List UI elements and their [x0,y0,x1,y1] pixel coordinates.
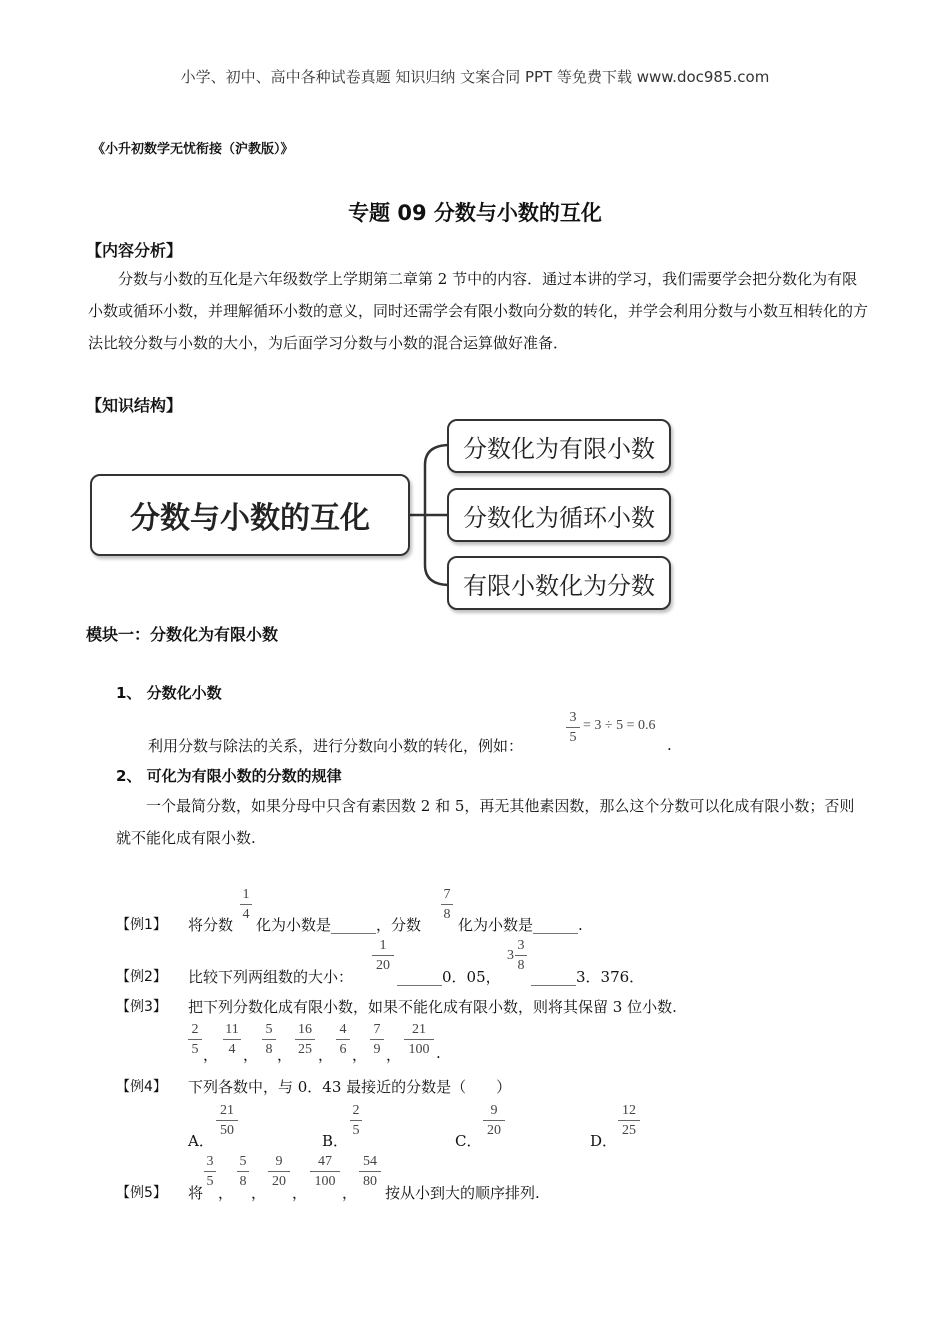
example3-end: . [436,1044,441,1062]
example3-separator: ， [243,1046,259,1064]
page-header: 小学、初中、高中各种试卷真题 知识归纳 文案合同 PPT 等免费下载 www.doc985.com [180,68,770,86]
point1-example-rest: = 3 ÷ 5 = 0.6 [583,718,656,733]
example3-separator: ， [277,1046,293,1064]
example2-fraction-1: 1 20 [372,937,394,974]
example5-fraction: 47 100 [310,1153,340,1190]
option-a-fraction: 21 50 [216,1102,238,1139]
example2-text-1: 比较下列两组数的大小： [188,968,354,986]
example5-fraction: 9 20 [268,1153,290,1190]
example5-separator: ， [342,1184,358,1202]
point2-title: 2、 可化为有限小数的分数的规律 [116,767,342,785]
series-title: 《小升初数学无忧衔接（沪教版）》 [92,142,294,157]
example5-separator: ， [292,1184,308,1202]
mind-map-branch-label: 分数化为循环小数 [463,503,655,532]
option-c-fraction: 9 20 [483,1102,505,1139]
example2-whole-number: 3 [507,948,514,963]
example1-label: 【例1】 [116,917,167,933]
example4-label: 【例4】 [116,1079,167,1095]
point1-text: 利用分数与除法的关系，进行分数向小数的转化，例如： [148,737,524,755]
option-b-letter: B． [322,1132,349,1150]
example5-separator: ， [251,1184,267,1202]
example1-text-3: 化为小数是______. [458,916,583,934]
example2-text-3: ______3．376． [531,968,645,986]
example5-fraction: 5 8 [237,1153,249,1190]
module1-heading: 模块一：分数化为有限小数 [86,625,279,644]
point2-text: 一个最简分数，如果分母中只含有素因数 2 和 5，再无其他素因数，那么这个分数可以化成有限小数；否则就不能化成有限小数. [116,797,855,847]
example4-question: 下列各数中，与 0．43 最接近的分数是（ ） [188,1078,512,1096]
knowledge-structure-heading: 【知识结构】 [86,396,183,415]
option-c-letter: C． [455,1132,482,1150]
example5-fraction: 3 5 [204,1153,216,1190]
mind-map-branch-2 [447,488,671,542]
mind-map-branch-label: 有限小数化为分数 [463,571,655,600]
content-analysis-text: 分数与小数的互化是六年级数学上学期第二章第 2 节中的内容．通过本讲的学习，我们需要学会把分数化为有限小数或循环小数，并理解循环小数的意义，同时还需学会有限小数向分数的转化，并学会利用分数与小数互相转化的方法比较分数与小数的大小，为后面学习分数与小数的混合运算做好准备． [88,270,869,352]
example3-fraction: 21 100 [404,1021,434,1058]
content-analysis-heading: 【内容分析】 [86,241,183,260]
example5-text-1: 将 [188,1184,204,1202]
example3-label: 【例3】 [116,999,167,1015]
example5-separator: ， [218,1184,234,1202]
example3-fraction: 2 5 [188,1021,202,1058]
point1-end: . [667,736,672,754]
example3-fraction: 11 4 [223,1021,241,1058]
mind-map-root [90,474,410,556]
example1-fraction-1: 1 4 [240,886,252,923]
mind-map-root-label: 分数与小数的互化 [130,501,370,536]
example2-label: 【例2】 [116,969,167,985]
point1-example-fraction: 3 5 [566,709,580,746]
mind-map-branch-3 [447,556,671,610]
example5-fraction: 54 80 [359,1153,381,1190]
option-d-fraction: 12 25 [618,1102,640,1139]
mind-map-branch-1 [447,419,671,473]
option-d-letter: D． [590,1132,618,1150]
example3-separator: ， [386,1046,402,1064]
mind-map-branch-label: 分数化为有限小数 [463,434,655,463]
example3-separator: ， [352,1046,368,1064]
point1-title: 1、 分数化小数 [116,684,222,702]
example3-text: 把下列分数化成有限小数，如果不能化成有限小数，则将其保留 3 位小数. [188,998,677,1016]
example3-fraction: 16 25 [295,1021,315,1058]
example3-separator: ， [318,1046,334,1064]
example5-label: 【例5】 [116,1185,167,1201]
example5-text-2: 按从小到大的顺序排列. [385,1184,540,1202]
example1-text-2: 化为小数是______，分数 [256,916,422,934]
page-title: 专题 09 分数与小数的互化 [348,201,602,225]
example1-text-1: 将分数 [188,916,234,934]
example3-fraction: 4 6 [336,1021,350,1058]
option-a-letter: A． [188,1132,214,1150]
option-b-fraction: 2 5 [350,1102,362,1139]
example2-text-2: ______0．05， [397,968,501,986]
example1-fraction-2: 7 8 [441,886,453,923]
example3-separator: ， [203,1046,219,1064]
example3-fraction: 7 9 [370,1021,384,1058]
example3-fraction: 5 8 [262,1021,276,1058]
example2-fraction-2: 3 8 [515,937,527,974]
